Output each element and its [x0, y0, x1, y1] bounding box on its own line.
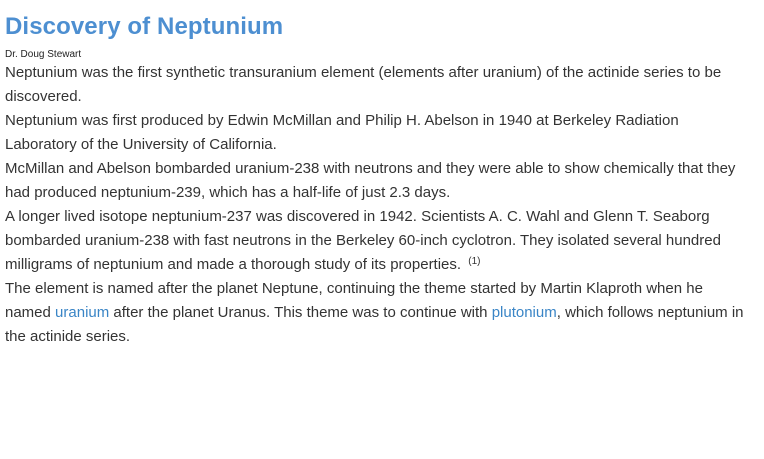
paragraph-naming-text-1: The element is named after the planet Neptune, continuing the theme started by Martin Klaproth when he named [5, 280, 703, 321]
paragraph-naming-text-3: , which follows neptunium in the actinide series. [5, 304, 744, 345]
paragraph-intro: Neptunium was the first synthetic transuranium element (elements after uranium) of the actinide series to be discovered. [5, 64, 722, 105]
page-title: Discovery of Neptunium [5, 13, 284, 40]
paragraph-isotope-237 [5, 205, 744, 277]
plutonium-link[interactable]: plutonium [491, 304, 557, 321]
author-byline: Dr. Doug Stewart [5, 49, 82, 60]
uranium-link[interactable]: uranium [55, 304, 110, 321]
paragraph-bombardment: McMillan and Abelson bombarded uranium-238 with neutrons and they were able to show chemically that they had produced neptunium-239, which has a half-life of just 2.3 days. [5, 160, 736, 201]
paragraph-first-production: Neptunium was first produced by Edwin McMillan and Philip H. Abelson in 1940 at Berkeley Radiation Laboratory of the University of California. [5, 112, 679, 153]
paragraph-naming-text-2: after the planet Uranus. This theme was to continue with [109, 304, 492, 321]
reference-marker: (1) [468, 256, 481, 267]
paragraph-isotope-237-text: A longer lived isotope neptunium-237 was discovered in 1942. Scientists A. C. Wahl and Glenn T. Seaborg bombarded uranium-238 with fast neutrons in the Berkeley 60-inch cyclotron. They isolated several hundred milligrams of neptunium and made a thorough study of its properties. [5, 208, 721, 273]
paragraph-naming [5, 277, 744, 349]
